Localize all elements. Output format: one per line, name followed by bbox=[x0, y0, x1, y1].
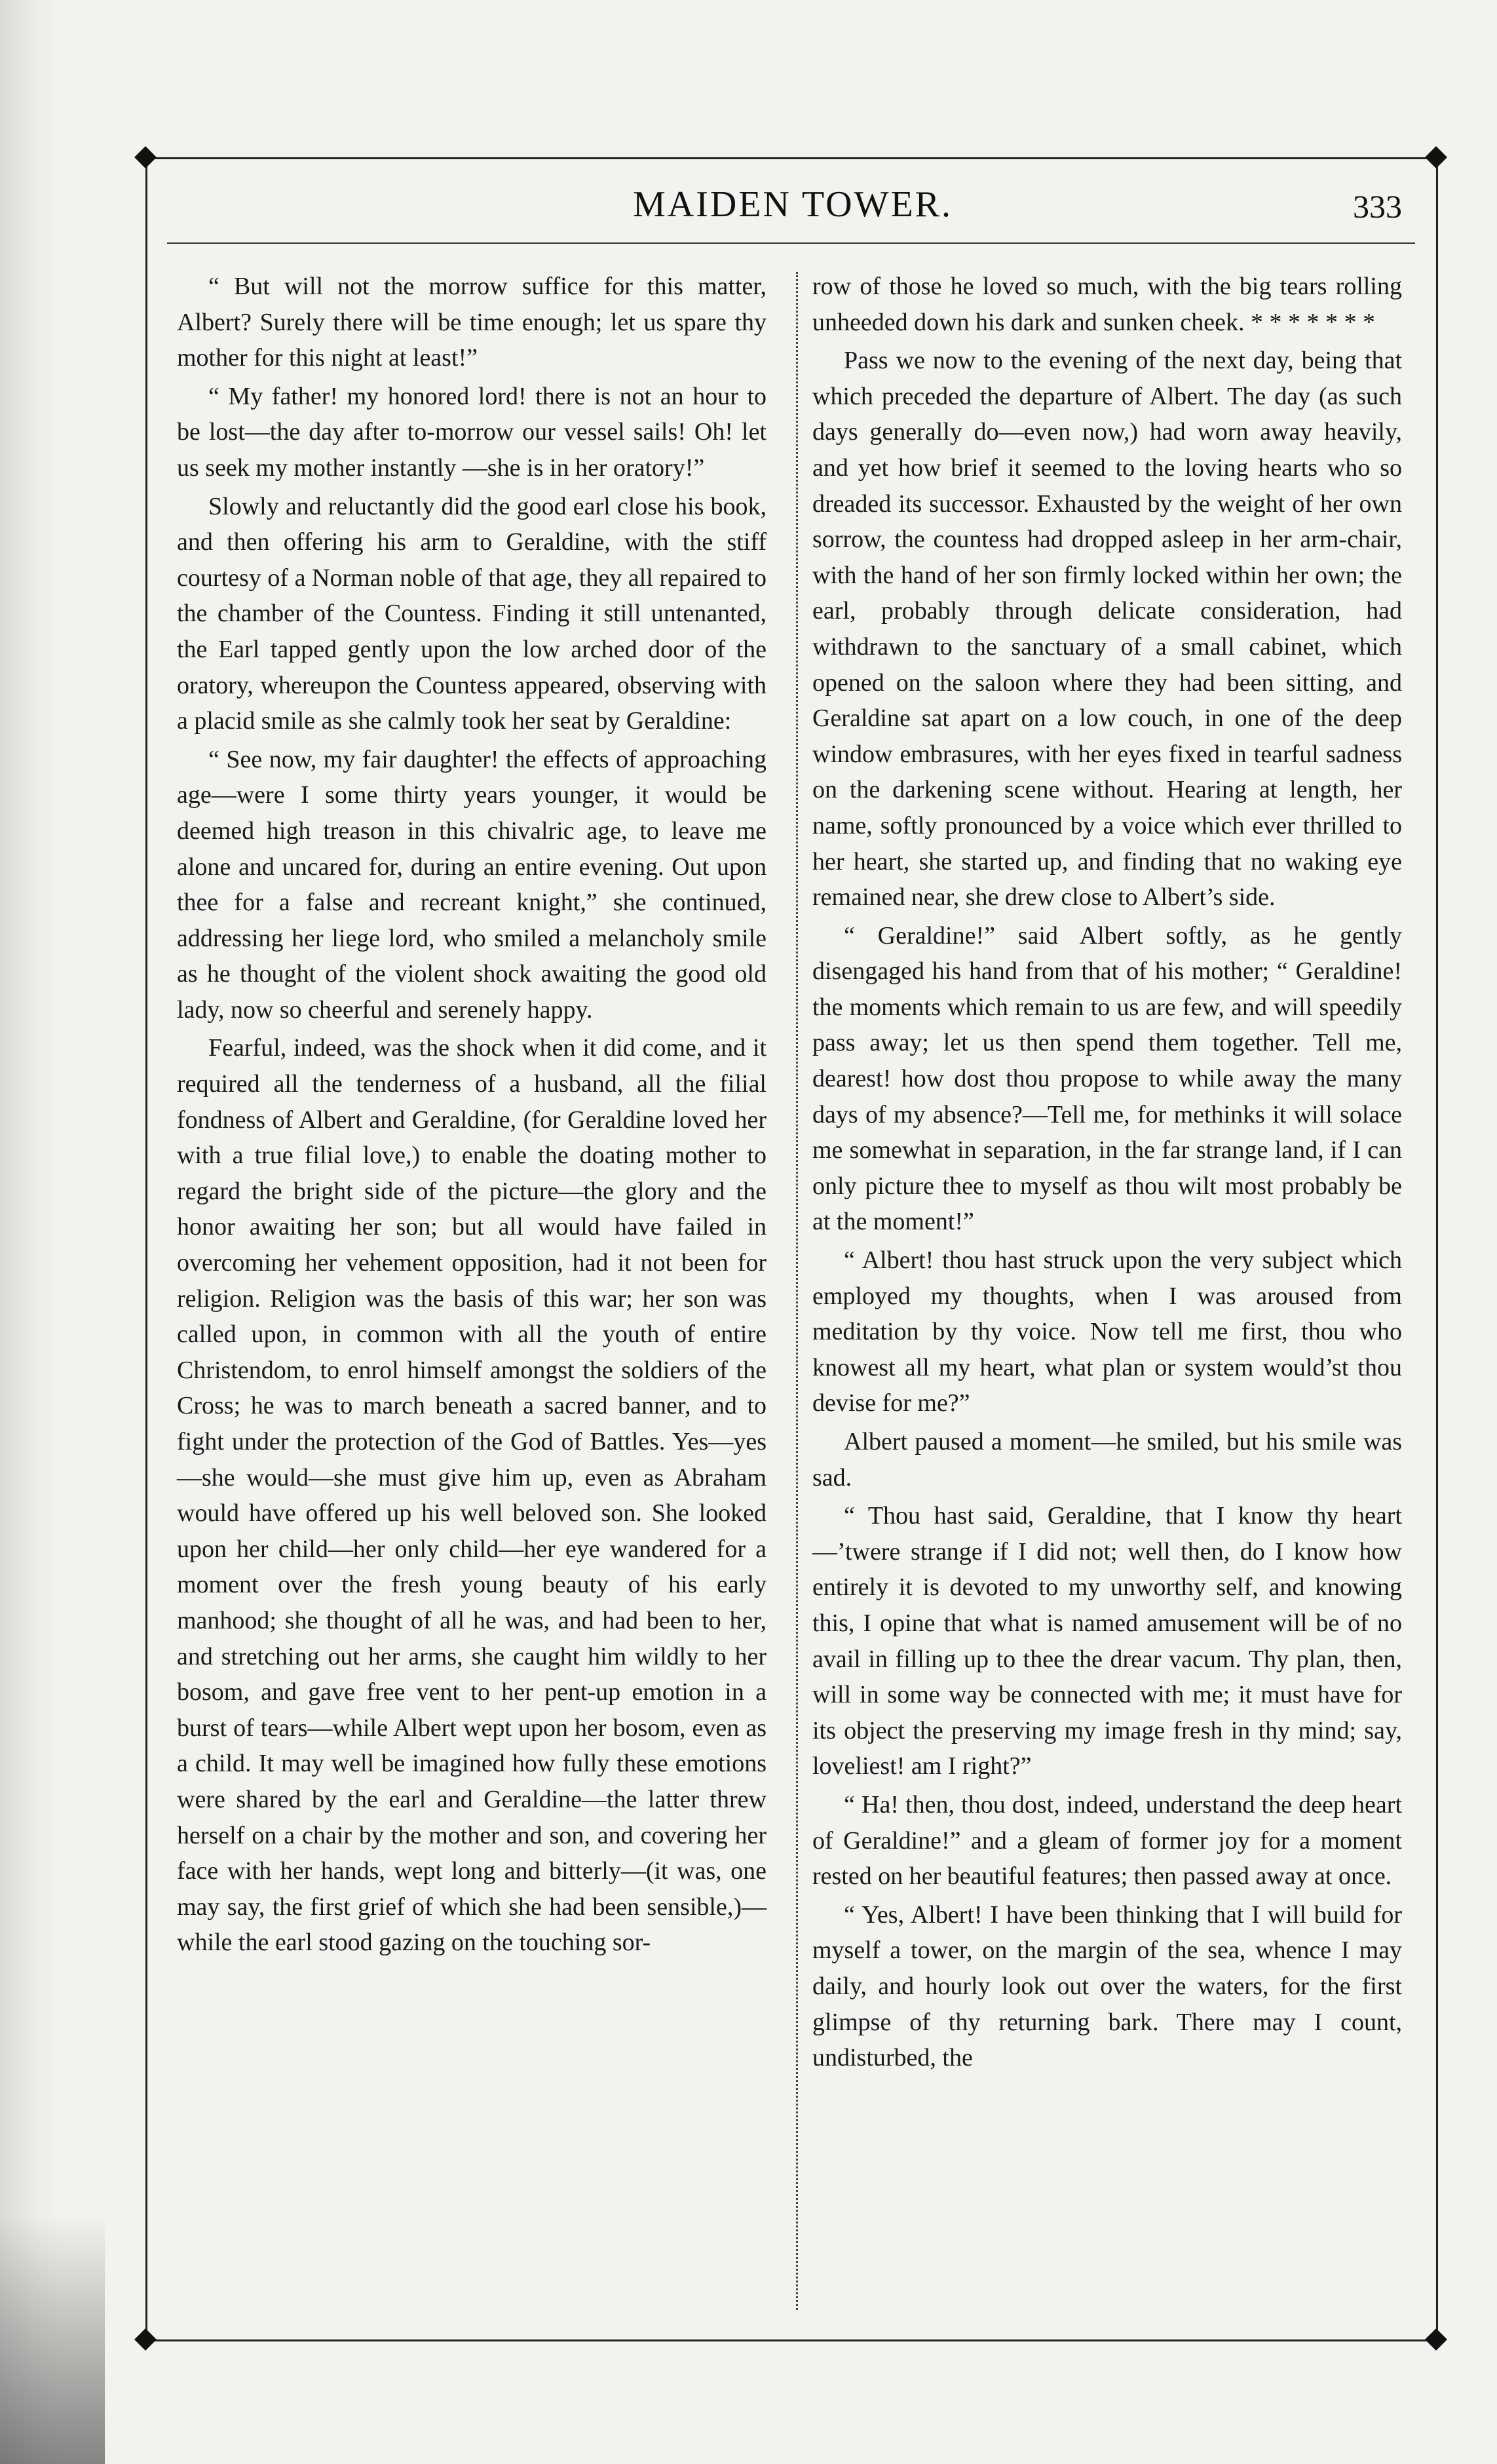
border-right-rule bbox=[1436, 157, 1438, 2339]
border-top-rule bbox=[145, 157, 1436, 159]
paragraph: “ But will not the morrow suffice for this matter, Albert? Surely there will be time enough; let us spare thy mother for this night at least!” bbox=[177, 273, 767, 372]
paragraph: Albert paused a moment—he smiled, but his smile was sad. bbox=[812, 1428, 1402, 1492]
corner-ornament-bottom-right bbox=[1425, 2328, 1447, 2351]
paragraph: Fearful, indeed, was the shock when it did come, and it required all the tenderness of a husband, all the filial fondness of Albert and Geraldine, (for Geraldine loved her with a true filial love,) to enable the doating mother to regard the bright side of the picture—the glory and the honor awaiting her son; but all would have failed in overcoming her vehement opposition, had it not been for religion. Religion was the basis of this war; her son was called upon, in common with all the youth of entire Christendom, to enrol himself amongst the soldiers of the Cross; he was to march beneath a sacred banner, and to fight under the protection of the God of Battles. Yes—yes—she would—she must give him up, even as Abraham would have offered up his well beloved son. She looked upon her child—her only child—her eye wandered for a moment over the fresh young beauty of his early manhood; she thought of all he was, and had been to her, and stretching out her arms, she caught him wildly to her bosom, and gave free vent to her pent-up emotion in a burst of tears—while Albert wept upon her bosom, even as a child. It may well be imagined how fully these emotions were shared by the earl and Geraldine—the latter threw herself on a chair by the mother and son, and covering her face with her hands, wept long and bitterly—(it was, one may say, the first grief of which she had been sensible,)—while the earl stood gazing on the touching sor- bbox=[177, 1034, 767, 1957]
paragraph: “ See now, my fair daughter! the effects of approaching age—were I some thirty years younger, it would be deemed high treason in this chivalric age, to leave me alone and uncared for, during an entire evening. Out upon thee for a false and recreant knight,” she continued, addressing her liege lord, who smiled a melancholy smile as he thought of the violent shock awaiting the good old lady, now so cheerful and serenely happy. bbox=[177, 745, 767, 1024]
page-number: 333 bbox=[1353, 188, 1402, 225]
paragraph: “ Albert! thou hast struck upon the very subject which employed my thoughts, when I was aroused from meditation by thy voice. Now tell me first, thou who knowest all my heart, what plan or system would’st thou devise for me?” bbox=[812, 1246, 1402, 1417]
left-column bbox=[177, 269, 767, 1963]
column-divider bbox=[796, 272, 798, 2310]
corner-ornament-top-left bbox=[134, 146, 157, 168]
corner-ornament-bottom-left bbox=[134, 2328, 157, 2351]
paragraph: “ Geraldine!” said Albert softly, as he gently disengaged his hand from that of his mother; “ Geraldine! the moments which remain to us are few, and will speedily pass away; let us then spend them together. Tell me, dearest! how dost thou propose to while away the many days of my absence?—Tell me, for methinks it will solace me somewhat in separation, in the far strange land, if I can only picture thee to myself as thou wilt most probably be at the moment!” bbox=[812, 921, 1402, 1236]
running-title: MAIDEN TOWER. bbox=[632, 184, 953, 225]
page-binding-shadow bbox=[0, 0, 59, 2464]
right-column bbox=[812, 269, 1402, 2079]
border-left-rule bbox=[145, 157, 147, 2339]
paragraph: Slowly and reluctantly did the good earl close his book, and then offering his arm to Geraldine, with the stiff courtesy of a Norman noble of that age, they all repaired to the chamber of the Countess. Finding it still untenanted, the Earl tapped gently upon the low arched door of the oratory, whereupon the Countess appeared, observing with a placid smile as she calmly took her seat by Geraldine: bbox=[177, 492, 767, 735]
border-bottom-rule bbox=[145, 2339, 1436, 2341]
running-header bbox=[170, 183, 1415, 242]
header-rule bbox=[167, 242, 1415, 244]
paragraph: “ Yes, Albert! I have been thinking that I will build for myself a tower, on the margin of the sea, whence I may daily, and hourly look out over the waters, for the first glimpse of thy returning bark. There may I count, undisturbed, the bbox=[812, 1900, 1402, 2072]
paragraph: Pass we now to the evening of the next day, being that which preceded the departure of Albert. The day (as such days generally do—even now,) had worn away heavily, and yet how brief it seemed to the loving hearts who so dreaded its successor. Exhausted by the weight of her own sorrow, the countess had dropped asleep in her arm-chair, with the hand of her son firmly locked within her own; the earl, probably through delicate consideration, had withdrawn to the sanctuary of a small cabinet, which opened on the saloon where they had been sitting, and Geraldine sat apart on a low couch, in one of the deep window embrasures, with her eyes fixed in tearful sadness on the darkening scene without. Hearing at length, her name, softly pronounced by a voice which ever thrilled to her heart, she started up, and finding that no waking eye remained near, she drew close to Albert’s side. bbox=[812, 347, 1402, 912]
page-edge-shadow bbox=[0, 2215, 105, 2464]
paragraph: “ Ha! then, thou dost, indeed, understand the deep heart of Geraldine!” and a gleam of former joy for a moment rested on her beautiful features; then passed away at once. bbox=[812, 1790, 1402, 1891]
paragraph: “ My father! my honored lord! there is not an hour to be lost—the day after to-morrow our vessel sails! Oh! let us seek my mother instantly —she is in her oratory!” bbox=[177, 382, 767, 482]
corner-ornament-top-right bbox=[1425, 146, 1447, 168]
paragraph: “ Thou hast said, Geraldine, that I know thy heart—’twere strange if I did not; well then, do I know how entirely it is devoted to my unworthy self, and knowing this, I opine that what is named amusement will be of no avail in filling up to thee the drear vacum. Thy plan, then, will in some way be connected with me; it must have for its object the preserving my image fresh in thy mind; say, loveliest! am I right?” bbox=[812, 1502, 1402, 1781]
paragraph: row of those he loved so much, with the big tears rolling unheeded down his dark and sunken cheek. * * * * * * * bbox=[812, 273, 1402, 336]
